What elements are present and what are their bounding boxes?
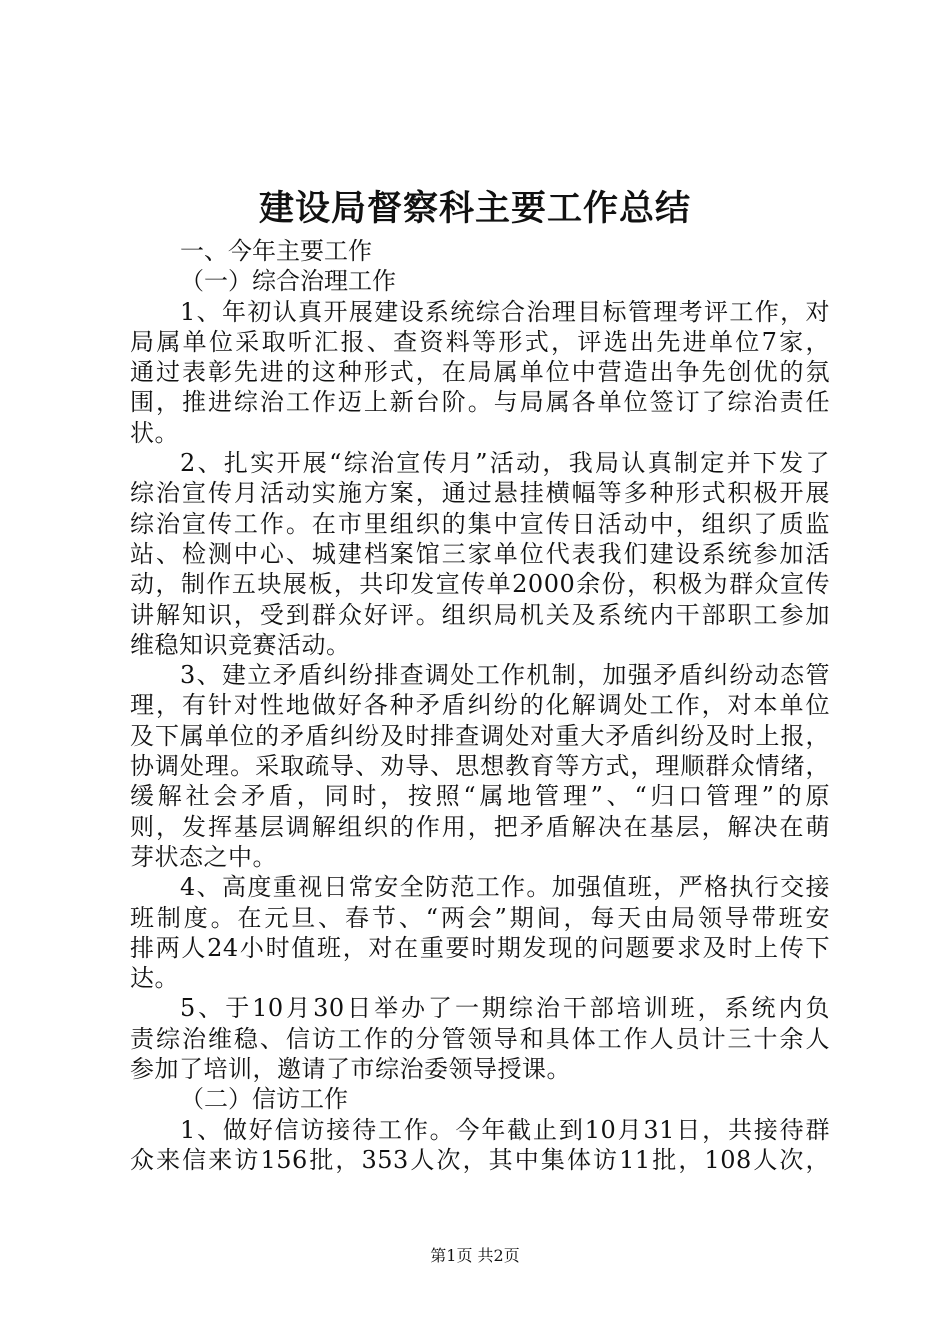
paragraph-line: 理，有针对性地做好各种矛盾纠纷的化解调处工作，对本单位 bbox=[130, 691, 830, 720]
paragraph-line: 围，推进综治工作迈上新台阶。与局属各单位签订了综治责任 bbox=[130, 388, 830, 417]
section-heading: （二）信访工作 bbox=[180, 1085, 348, 1114]
paragraph-line: 2、扎实开展“综治宣传月”活动，我局认真制定并下发了 bbox=[180, 449, 830, 478]
paragraph-line: 1、年初认真开展建设系统综合治理目标管理考评工作，对 bbox=[180, 297, 830, 326]
paragraph-line: 协调处理。采取疏导、劝导、思想教育等方式，理顺群众情绪， bbox=[130, 752, 830, 781]
paragraph-line: 维稳知识竞赛活动。 bbox=[130, 630, 351, 659]
document-title: 建设局督察科主要工作总结 bbox=[258, 188, 691, 229]
paragraph-line: 众来信来访156批，353人次，其中集体访11批，108人次， bbox=[130, 1145, 830, 1174]
paragraph-line: 综治宣传月活动实施方案，通过悬挂横幅等多种形式积极开展 bbox=[130, 479, 830, 508]
section-heading: 一、今年主要工作 bbox=[180, 237, 372, 265]
paragraph-line: 5、于10月30日举办了一期综治干部培训班，系统内负 bbox=[180, 994, 830, 1023]
paragraph-line: 4、高度重视日常安全防范工作。加强值班，严格执行交接 bbox=[180, 873, 830, 902]
paragraph-line: 1、做好信访接待工作。今年截止到10月31日，共接待群 bbox=[180, 1115, 830, 1144]
paragraph-line: 通过表彰先进的这种形式，在局属单位中营造出争先创优的氛 bbox=[130, 358, 830, 387]
paragraph-line: 站、检测中心、城建档案馆三家单位代表我们建设系统参加活 bbox=[130, 539, 830, 568]
paragraph-line: 局属单位采取听汇报、查资料等形式，评选出先进单位7家， bbox=[130, 327, 830, 356]
paragraph-line: 综治宣传工作。在市里组织的集中宣传日活动中，组织了质监 bbox=[130, 509, 830, 538]
paragraph-line: 达。 bbox=[130, 964, 179, 993]
paragraph bbox=[130, 660, 830, 872]
paragraph-line: 动，制作五块展板，共印发宣传单2000余份，积极为群众宣传 bbox=[130, 570, 830, 599]
paragraph-line: 芽状态之中。 bbox=[130, 842, 277, 871]
paragraph bbox=[130, 297, 830, 448]
paragraph-line: 排两人24小时值班，对在重要时期发现的问题要求及时上传下 bbox=[130, 933, 830, 962]
paragraph bbox=[130, 993, 830, 1084]
paragraph-line: 则，发挥基层调解组织的作用，把矛盾解决在基层，解决在萌 bbox=[130, 812, 830, 841]
paragraph-line: 3、建立矛盾纠纷排查调处工作机制，加强矛盾纠纷动态管 bbox=[180, 661, 830, 690]
paragraph bbox=[130, 1115, 830, 1176]
paragraph-line: 讲解知识，受到群众好评。组织局机关及系统内干部职工参加 bbox=[130, 600, 830, 629]
section-heading: （一）综合治理工作 bbox=[180, 267, 396, 296]
document-body bbox=[130, 236, 830, 1175]
paragraph-line: 及下属单位的矛盾纠纷及时排查调处对重大矛盾纠纷及时上报， bbox=[130, 721, 830, 750]
paragraph-line: 班制度。在元旦、春节、“两会”期间，每天由局领导带班安 bbox=[130, 903, 830, 932]
paragraph bbox=[130, 872, 830, 993]
paragraph bbox=[130, 448, 830, 660]
page-footer: 第1页 共2页 bbox=[430, 1246, 520, 1265]
paragraph-line: 缓解社会矛盾，同时，按照“属地管理”、“归口管理”的原 bbox=[130, 782, 830, 811]
paragraph-line: 参加了培训，邀请了市综治委领导授课。 bbox=[130, 1055, 571, 1084]
paragraph-line: 状。 bbox=[130, 418, 179, 447]
paragraph-line: 责综治维稳、信访工作的分管领导和具体工作人员计三十余人 bbox=[130, 1024, 830, 1053]
